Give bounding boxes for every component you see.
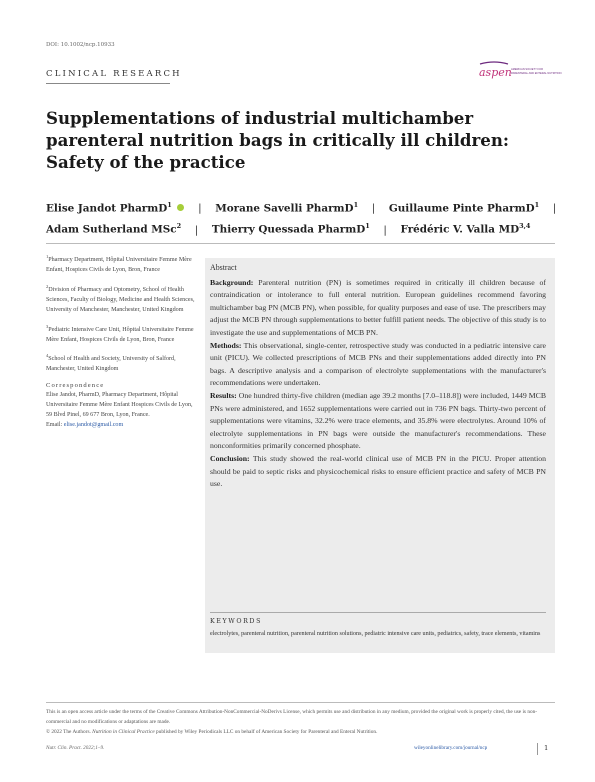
affiliation-sup: 2 [46, 283, 49, 289]
author-separator: | [198, 202, 202, 215]
license-line: This is an open access article under the terms of the Creative Commons Attribution-NonCommercial-NoDerivs License, which permits use and distribution in any medium, provided the original work is properly cited, the use is non-commercial and no modifications or adaptations are made. [46, 709, 538, 725]
section-rule [46, 83, 170, 84]
email-line [46, 421, 196, 431]
section-label: CLINICAL RESEARCH [46, 69, 182, 79]
article-title [46, 107, 510, 173]
affiliation-text: Pediatric Intensive Care Unit, Hôpital Universitaire Femme Mère Enfant, Hospices Civils de Lyon, Bron, France [46, 326, 194, 343]
author-separator: | [552, 202, 557, 215]
affiliation-sup: 1 [46, 254, 49, 259]
conclusion-text: This study showed the real-world clinical use of MCB PN in the PICU. Proper attention should be paid to septic risks and physicochemical risks to ensure efficient practice and safety of MCB PN use. [210, 453, 546, 489]
copyright-journal: Nutrition in Clinical Practice [92, 728, 155, 735]
methods-label: Methods: [210, 340, 242, 350]
title-line: Safety of the practice [46, 152, 246, 172]
journal-citation: Nutr. Clin. Pract. 2022;1–9. [46, 745, 105, 751]
email-link[interactable]: elise.jandot@gmail.com [63, 421, 124, 428]
author-name: Frédéric V. Valla MD [400, 223, 520, 236]
author-name: Adam Sutherland MSc [46, 223, 177, 236]
abstract-methods [210, 340, 546, 390]
background-label: Background: [210, 277, 254, 287]
author-affil-sup: 1 [167, 201, 172, 209]
author-affil-sup: 1 [353, 201, 359, 209]
journal-website-link[interactable]: wileyonlinelibrary.com/journal/ncp [414, 745, 488, 751]
affiliation-sup: 3 [46, 323, 49, 329]
author-name: Elise Jandot PharmD [46, 202, 168, 215]
author-separator: | [194, 223, 199, 236]
title-line: parenteral nutrition bags in critically ill children: [46, 130, 510, 150]
methods-text: This observational, single-center, retrospective study was conducted in a pediatric intensive care unit (PICU). We collected prescriptions of MCB PNs and their supplementations added directly into PN bags. A descriptive analysis and a comparison of electrolyte supplementations with the manufacturer's recommendations were undertaken. [210, 340, 546, 388]
svg-text:PARENTERAL AND ENTERAL NUTRITI: PARENTERAL AND ENTERAL NUTRITION [511, 72, 562, 75]
author-line-2 [46, 217, 556, 238]
doi-text: DOI: 10.1002/ncp.10933 [46, 42, 115, 48]
author-name: Guillaume Pinte PharmD [388, 202, 535, 215]
keywords-heading: KEYWORDS [210, 618, 262, 625]
affiliation-text: Division of Pharmacy and Optometry, School of Health Sciences, Faculty of Biology, Medicine and Health Sciences, University of Manchester, Manchester, United Kingdom [46, 286, 195, 313]
affiliation [46, 252, 196, 276]
background-text: Parenteral nutrition (PN) is sometimes required in critically ill children because of contraindication or intolerance to full enteral nutrition. European guidelines recommend favoring multichamber bag PN (MCB PN), when possible, for quality purposes and ease of use. The prescribers may adjust the MCB PN through supplementations to better fulfill patient needs. The objective of this study is to investigate the use and supplementations of MCB PN. [210, 277, 547, 337]
author-line-1 [46, 196, 556, 217]
affiliation [46, 282, 196, 316]
results-text: One hundred thirty-five children (median age 39.2 months [7.0–118.8]) were included, 1449 MCB PNs were administered, and 1652 supplementations were carried out in 736 PN bags. Thirty-two percent of supplementations were vitamins, 32.2% were trace elements, and 35.8% were electrolytes. Around 10% of electrolyte supplementations in PN bags were outside the manufacturer's recommendations. These nonconformities primarily concerned phosphate. [210, 390, 547, 451]
correspondence-heading: Correspondence [46, 382, 105, 390]
author-name: Morane Savelli PharmD [215, 202, 354, 215]
author-affil-sup: 2 [176, 222, 182, 231]
affiliation-text: Pharmacy Department, Hôpital Universitaire Femme Mère Enfant, Hospices Civils de Lyon, Bron, France [46, 257, 192, 273]
copyright-line [46, 728, 555, 738]
results-label: Results: [210, 390, 237, 400]
abstract-heading: Abstract [210, 263, 237, 272]
affiliation [46, 351, 196, 375]
abstract-conclusion [210, 453, 546, 491]
abstract-background [210, 277, 546, 340]
header-divider [46, 243, 555, 244]
copyright-suffix: published by Wiley Periodicals LLC on behalf of American Society for Parenteral and Enteral Nutrition. [156, 728, 378, 735]
email-label: Email: [46, 421, 63, 428]
license-text [46, 708, 555, 737]
author-affil-sup: 3,4 [519, 222, 531, 231]
abstract [210, 262, 546, 491]
author-name: Thierry Quessada PharmD [211, 223, 366, 236]
orcid-icon[interactable] [177, 204, 184, 211]
author-list [46, 196, 556, 239]
svg-text:AMERICAN SOCIETY FOR: AMERICAN SOCIETY FOR [511, 68, 543, 71]
copyright-prefix: © 2022 The Authors. [46, 728, 91, 735]
footer-rule [46, 702, 555, 703]
abstract-results [210, 390, 546, 453]
author-affil-sup: 1 [365, 222, 370, 231]
page-number: 1 [544, 744, 549, 752]
keywords-rule [210, 612, 546, 613]
footer-separator [537, 743, 538, 755]
author-separator: | [383, 223, 387, 236]
svg-text:aspen: aspen [479, 66, 512, 79]
affiliation-sup: 4 [46, 353, 49, 359]
author-separator: | [371, 202, 376, 215]
author-affil-sup: 1 [534, 201, 540, 209]
aspen-logo-graphic [478, 60, 562, 82]
correspondence-text: Elise Jandot, PharmD, Pharmacy Department, Hôpital Universitaire Femme Mère Enfant Hospices Civils de Lyon, 59 Blvd Pinel, 69 677 Bron, Lyon, France. [46, 392, 193, 418]
title-line: Supplementations of industrial multichamber [46, 108, 474, 128]
keywords-text: electrolytes, parenteral nutrition, parenteral nutrition solutions, pediatric intensive care units, pediatrics, safety, trace elements, vitamins [210, 631, 541, 637]
affiliation-text: School of Health and Society, University of Salford, Manchester, United Kingdom [46, 356, 176, 373]
affiliation [46, 322, 196, 346]
conclusion-label: Conclusion: [210, 453, 250, 463]
aspen-logo [478, 60, 562, 82]
affiliations-column [46, 252, 196, 431]
